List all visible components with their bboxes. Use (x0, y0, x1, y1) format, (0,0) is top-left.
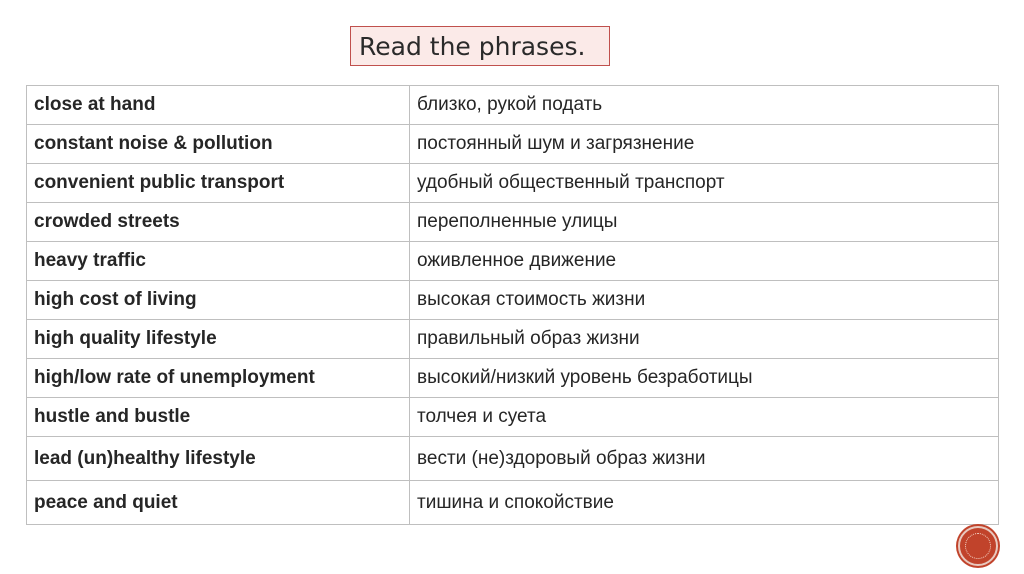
table-row (27, 320, 999, 359)
russian-translation: близко, рукой подать (410, 86, 999, 125)
russian-translation: толчея и суета (410, 398, 999, 437)
table-row (27, 125, 999, 164)
russian-translation: высокий/низкий уровень безработицы (410, 359, 999, 398)
table-row (27, 398, 999, 437)
english-phrase: lead (un)healthy lifestyle (27, 437, 410, 481)
table-row (27, 481, 999, 525)
table-row (27, 86, 999, 125)
english-phrase: heavy traffic (27, 242, 410, 281)
russian-translation: правильный образ жизни (410, 320, 999, 359)
table-row (27, 164, 999, 203)
english-phrase: hustle and bustle (27, 398, 410, 437)
phrases-table (26, 85, 999, 525)
english-phrase: high cost of living (27, 281, 410, 320)
table-row (27, 281, 999, 320)
english-phrase: high/low rate of unemployment (27, 359, 410, 398)
russian-translation: тишина и спокойствие (410, 481, 999, 525)
russian-translation: постоянный шум и загрязнение (410, 125, 999, 164)
circle-nav-icon (965, 533, 991, 559)
english-phrase: peace and quiet (27, 481, 410, 525)
russian-translation: удобный общественный транспорт (410, 164, 999, 203)
english-phrase: crowded streets (27, 203, 410, 242)
table-row (27, 359, 999, 398)
table-row (27, 242, 999, 281)
russian-translation: высокая стоимость жизни (410, 281, 999, 320)
russian-translation: вести (не)здоровый образ жизни (410, 437, 999, 481)
table-row (27, 203, 999, 242)
english-phrase: convenient public transport (27, 164, 410, 203)
english-phrase: high quality lifestyle (27, 320, 410, 359)
table-row (27, 437, 999, 481)
slide-title: Read the phrases. (350, 26, 610, 66)
russian-translation: переполненные улицы (410, 203, 999, 242)
slide-nav-button[interactable] (958, 526, 998, 566)
russian-translation: оживленное движение (410, 242, 999, 281)
english-phrase: close at hand (27, 86, 410, 125)
english-phrase: constant noise & pollution (27, 125, 410, 164)
